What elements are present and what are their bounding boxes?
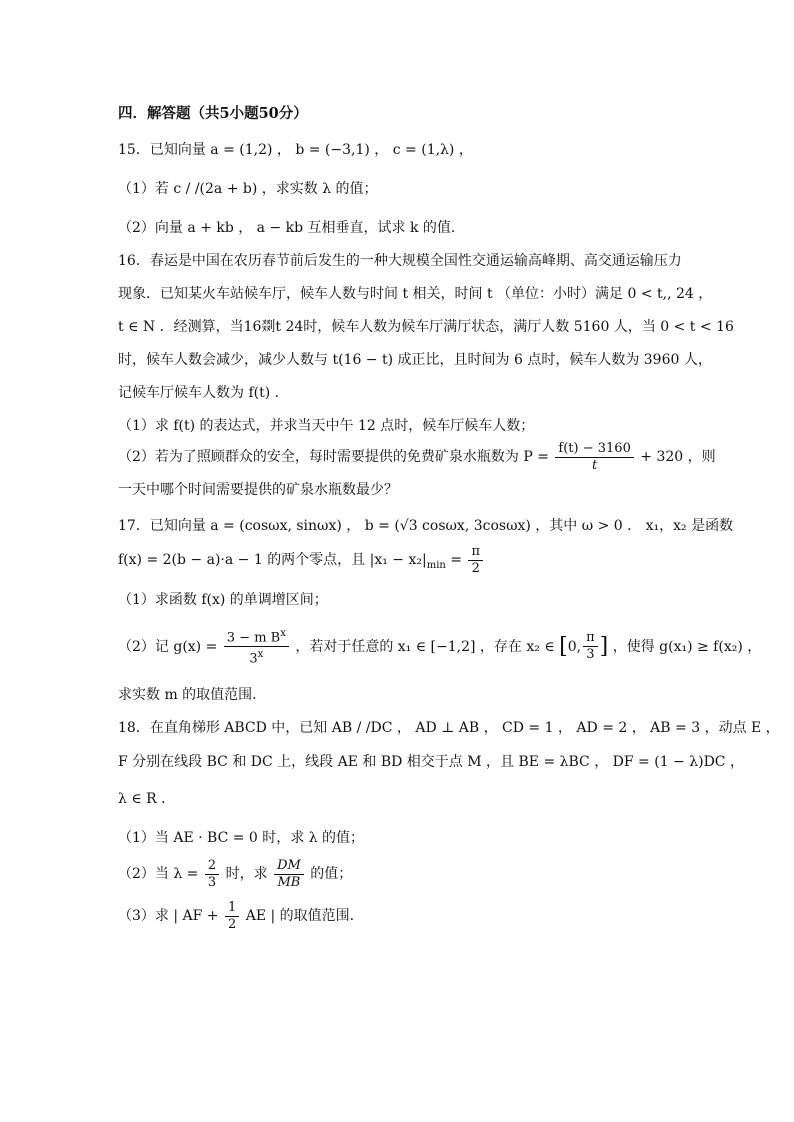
- q16-fraction: [555, 441, 633, 474]
- q17-part2-mid: ，若对于任意的 x₁ ∈ [−1,2] ，存在 x₂ ∈: [295, 638, 555, 655]
- q16-line1: 16．春运是中国在农历春节前后发生的一种大规模全国性交通运输高峰期、高交通运输压力: [118, 253, 682, 269]
- q18-half-fraction: [225, 900, 239, 933]
- section-title: 四．解答题（共5小题50分）: [118, 105, 308, 122]
- q15-stem: [118, 140, 473, 160]
- q17-g-numerator-exp: x: [280, 628, 286, 639]
- q17-part2-cont: 求实数 m 的取值范围.: [118, 687, 257, 703]
- q16-line5: 记候车厅候车人数为 f(t) .: [118, 385, 280, 401]
- q17-bracket-right: ]: [599, 633, 609, 659]
- q17-interval-numerator: π: [583, 630, 598, 647]
- q16-fraction-denominator: t: [592, 457, 598, 473]
- q18-ratio-fraction: [274, 858, 304, 891]
- q17-part1: （1）求函数 f(x) 的单调增区间；: [118, 592, 328, 608]
- q18-part2: [118, 855, 352, 893]
- q16-part2-tail: + 320 ，则: [640, 449, 716, 465]
- q18-part3: [118, 897, 354, 935]
- q17-part2-tail: ，使得 g(x₁) ≥ f(x₂) ，: [612, 638, 762, 655]
- q18-part3-text: （3）求 | AF +: [118, 908, 219, 924]
- q16-part2: [118, 440, 716, 474]
- q16-line2: 现象．已知某火车站候车厅，候车人数与时间 t 相关，时间 t （单位：小时）满足 0 < t,, 24 ，: [118, 286, 713, 302]
- q16-part1: （1）求 f(t) 的表达式，并求当天中午 12 点时，候车厅候车人数；: [118, 418, 535, 434]
- q17-pi-fraction: [468, 544, 483, 577]
- q18-part3-tail: AE | 的取值范围.: [245, 908, 355, 924]
- q17-g-denominator: [224, 647, 289, 667]
- q18-line1: 18．在直角梯形 ABCD 中，已知 AB / /DC ， AD ⊥ AB ， CD = 1 ， AD = 2 ， AB = 3 ，动点 E ，: [118, 720, 780, 736]
- q18-line2: F 分别在线段 BC 和 DC 上，线段 AE 和 BD 相交于点 M ，且 BE = λBC ， DF = (1 − λ)DC ，: [118, 754, 744, 770]
- q16-line3: t ∈ N ．经测算，当16剟t 24时，候车人数为候车厅满厅状态，满厅人数 5160 人，当 0 < t < 16: [118, 319, 734, 335]
- q18-part2-mid: 时，求: [225, 866, 268, 882]
- q16-part2-cont: 一天中哪个时间需要提供的矿泉水瓶数最少？: [118, 482, 398, 498]
- q18-part2-text: （2）当 λ =: [118, 866, 199, 882]
- q18-ratio-denominator: MB: [277, 874, 301, 890]
- q17-g-denominator-text: 3: [249, 651, 258, 667]
- q17-pi-denominator: 2: [471, 560, 480, 576]
- q17-interval-zero: 0,: [567, 638, 582, 655]
- q18-half-denominator: 2: [227, 916, 237, 932]
- q17-min-subscript: min: [426, 559, 446, 571]
- q17-interval-fraction: [583, 630, 598, 663]
- q17-line1: 17．已知向量 a = (cosωx, sinωx) ， b = (√3 cosωx, 3cosωx) ，其中 ω > 0 ． x₁，x₂ 是函数: [118, 518, 734, 534]
- q17-interval-denominator: 3: [586, 647, 595, 663]
- q17-line2: [118, 543, 485, 583]
- q18-lambda-denominator: 3: [207, 874, 217, 890]
- q17-g-numerator-text: 3 − m B: [226, 630, 281, 646]
- q18-lambda-fraction: [205, 858, 219, 891]
- q17-pi-numerator: π: [468, 544, 483, 561]
- q17-part2: [118, 626, 761, 668]
- q17-line2-text: f(x) = 2(b − a)·a − 1 的两个零点，且 |x₁ − x₂|: [118, 552, 427, 568]
- q15-part2: （2）向量 a + kb ， a − kb 互相垂直，试求 k 的值.: [118, 220, 456, 236]
- q17-bracket-left: [: [559, 633, 568, 659]
- q17-g-numerator: [224, 626, 289, 647]
- q18-ratio-numerator: DM: [274, 858, 304, 875]
- q17-part2-text: （2）记 g(x) =: [118, 638, 218, 655]
- q16-line4: 时，候车人数会减少，减少人数与 t(16 − t) 成正比，且时间为 6 点时，候车人数为 3960 人，: [118, 352, 712, 368]
- q17-g-denominator-exp: x: [257, 649, 264, 661]
- q17-equals: =: [450, 552, 463, 568]
- q16-part2-text: （2）若为了照顾群众的安全，每时需要提供的免费矿泉水瓶数为 P =: [118, 449, 549, 465]
- q18-line3: λ ∈ R ．: [118, 791, 176, 807]
- q17-g-fraction: [224, 626, 289, 668]
- q15-number: 15．: [118, 142, 150, 158]
- q16-fraction-numerator: f(t) − 3160: [555, 441, 633, 458]
- q18-part2-tail: 的值；: [310, 866, 353, 882]
- q18-part1: （1）当 AE · BC = 0 时，求 λ 的值；: [118, 830, 365, 846]
- q18-lambda-numerator: 2: [205, 858, 219, 875]
- q15-part1: （1）若 c / /(2a + b) ，求实数 λ 的值；: [118, 181, 378, 197]
- q15-stem-text: 已知向量 a = (1,2) ， b = (−3,1) ， c = (1,λ) ，: [149, 142, 473, 158]
- q18-half-numerator: 1: [225, 900, 239, 917]
